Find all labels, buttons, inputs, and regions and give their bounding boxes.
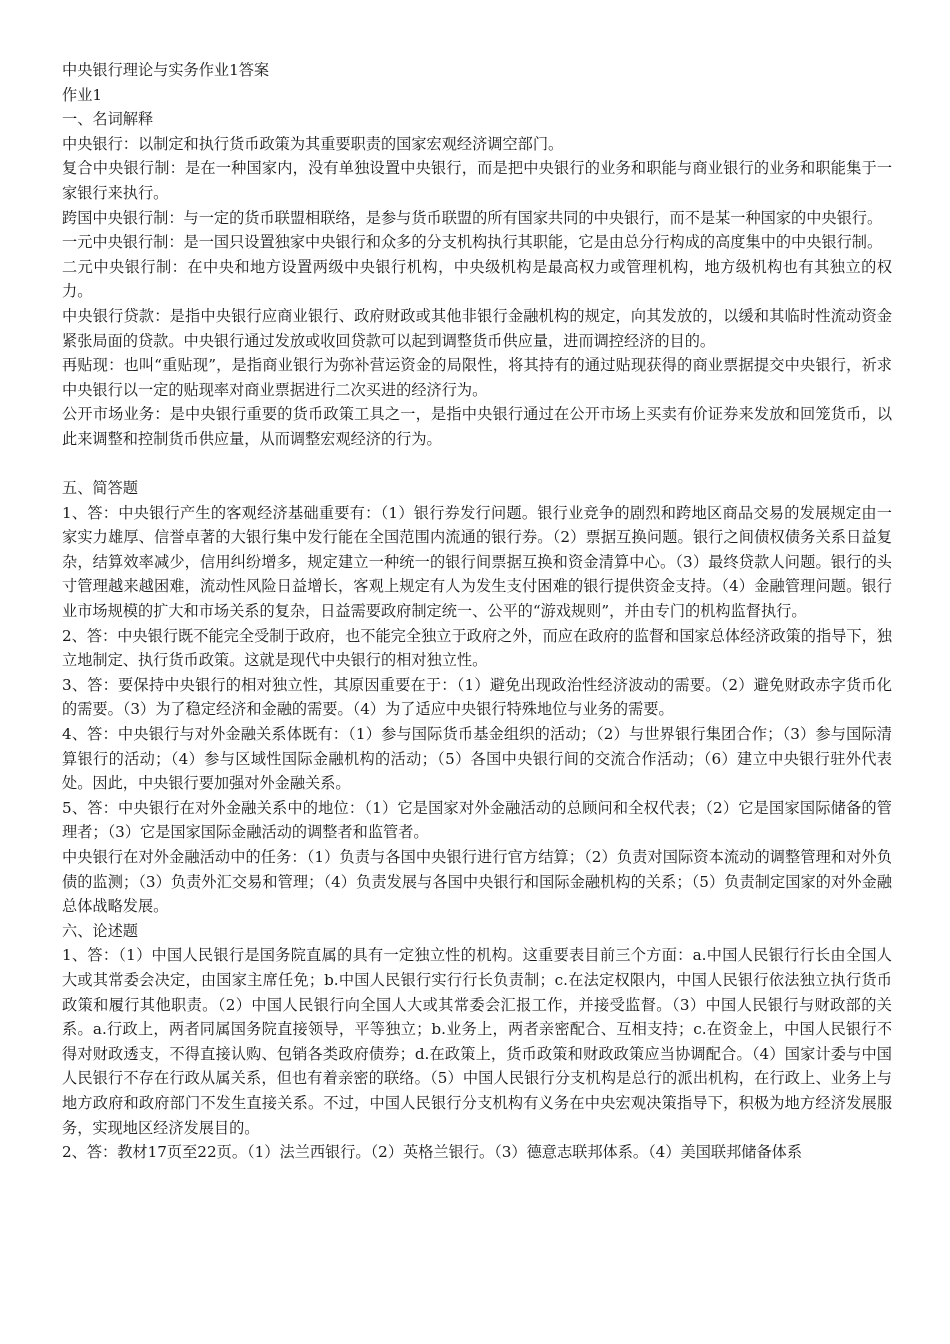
document-page — [62, 58, 892, 1165]
answer-paragraph: 1、答：中央银行产生的客观经济基础重要有：（1）银行券发行问题。银行业竞争的剧烈和跨地区商品交易的发展规定由一家实力雄厚、信誉卓著的大银行集中发行能在全国范围内流通的银行券。（2）票据互换问题。银行之间债权债务关系日益复杂，结算效率减少，信用纠纷增多，规定建立一种统一的银行间票据互换和资金清算中心。（3）最终贷款人问题。银行的头寸管理越来越困难，流动性风险日益增长，客观上规定有人为发生支付困难的银行提供资金支持。（4）金融管理问题。银行业市场规模的扩大和市场关系的复杂，日益需要政府制定统一、公平的“游戏规则”，并由专门的机构监督执行。 — [62, 503, 892, 621]
definition-paragraph: 中央银行贷款：是指中央银行应商业银行、政府财政或其他非银行金融机构的规定，向其发放的，以缓和其临时性流动资金紧张局面的贷款。中央银行通过发放或收回贷款可以起到调整货币供应量，进而调控经济的目的。 — [62, 306, 892, 350]
definition-paragraph: 再贴现：也叫“重贴现”，是指商业银行为弥补营运资金的局限性，将其持有的通过贴现获得的商业票据提交中央银行，祈求中央银行以一定的贴现率对商业票据进行二次买进的经济行为。 — [62, 356, 892, 399]
definition-paragraph: 中央银行：以制定和执行货币政策为其重要职责的国家宏观经济调空部门。 — [62, 134, 564, 153]
definition-paragraph: 跨国中央银行制：与一定的货币联盟相联络，是参与货币联盟的所有国家共同的中央银行，而不是某一种国家的中央银行。 — [62, 208, 883, 227]
answer-paragraph: 4、答：中央银行与对外金融关系体既有：（1）参与国际货币基金组织的活动；（2）与世界银行集团合作；（3）参与国际清算银行的活动；（4）参与区域性国际金融机构的活动；（5）各国中央银行间的交流合作活动；（6）建立中央银行驻外代表处。因此，中央银行要加强对外金融关系。 — [62, 725, 892, 793]
essay-paragraph: 2、答：教材17页至22页。（1）法兰西银行。（2）英格兰银行。（3）德意志联邦体系。（4）美国联邦储备体系 — [62, 1143, 803, 1162]
answer-paragraph: 5、答：中央银行在对外金融关系中的地位：（1）它是国家对外金融活动的总顾问和全权代表；（2）它是国家国际储备的管理者；（3）它是国家国际金融活动的调整者和监管者。 — [62, 798, 892, 842]
document-subtitle: 作业1 — [62, 85, 103, 104]
answer-paragraph: 2、答：中央银行既不能完全受制于政府，也不能完全独立于政府之外，而应在政府的监督和国家总体经济政策的指导下，独立地制定、执行货币政策。这就是现代中央银行的相对独立性。 — [62, 626, 892, 670]
section-heading-definitions: 一、名词解释 — [62, 110, 154, 129]
blank-line — [62, 452, 892, 477]
section-heading-short-answer: 五、简答题 — [62, 479, 138, 498]
essay-paragraph: 1、答：（1）中国人民银行是国务院直属的具有一定独立性的机构。这重要表目前三个方面：a.中国人民银行行长由全国人大或其常委会决定，由国家主席任免；b.中国人民银行实行行长负责制；c.在法定权限内，中国人民银行依法独立执行货币政策和履行其他职责。（2）中国人民银行向全国人大或其常委会汇报工作，并接受监督。（3）中国人民银行与财政部的关系。a.行政上，两者同属国务院直接领导，平等独立；b.业务上，两者亲密配合、互相支持；c.在资金上，中国人民银行不得对财政透支，不得直接认购、包销各类政府债券；d.在政策上，货币政策和财政政策应当协调配合。（4）国家计委与中国人民银行不存在行政从属关系，但也有着亲密的联络。（5）中国人民银行分支机构是总行的派出机构，在行政上、业务上与地方政府和政府部门不发生直接关系。不过，中国人民银行分支机构有义务在中央宏观决策指导下，积极为地方经济发展服务，实现地区经济发展目的。 — [62, 946, 892, 1137]
definition-paragraph: 二元中央银行制：在中央和地方设置两级中央银行机构，中央级机构是最高权力或管理机构，地方级机构也有其独立的权力。 — [62, 257, 892, 301]
section-heading-essay: 六、论述题 — [62, 921, 138, 940]
definition-paragraph: 一元中央银行制：是一国只设置独家中央银行和众多的分支机构执行其职能，它是由总分行构成的高度集中的中央银行制。 — [62, 233, 883, 252]
definition-paragraph: 公开市场业务：是中央银行重要的货币政策工具之一，是指中央银行通过在公开市场上买卖有价证券来发放和回笼货币，以此来调整和控制货币供应量，从而调整宏观经济的行为。 — [62, 405, 892, 448]
answer-paragraph: 中央银行在对外金融活动中的任务：（1）负责与各国中央银行进行官方结算；（2）负责对国际资本流动的调整管理和对外负债的监测；（3）负责外汇交易和管理；（4）负责发展与各国中央银行和国际金融机构的关系；（5）负责制定国家的对外金融总体战略发展。 — [62, 848, 892, 916]
document-title: 中央银行理论与实务作业1答案 — [62, 61, 270, 79]
answer-paragraph: 3、答：要保持中央银行的相对独立性，其原因重要在于：（1）避免出现政治性经济波动的需要。（2）避免财政赤字货币化的需要。（3）为了稳定经济和金融的需要。（4）为了适应中央银行特殊地位与业务的需要。 — [62, 675, 892, 719]
definition-paragraph: 复合中央银行制：是在一种国家内，没有单独设置中央银行，而是把中央银行的业务和职能与商业银行的业务和职能集于一家银行来执行。 — [62, 159, 892, 202]
